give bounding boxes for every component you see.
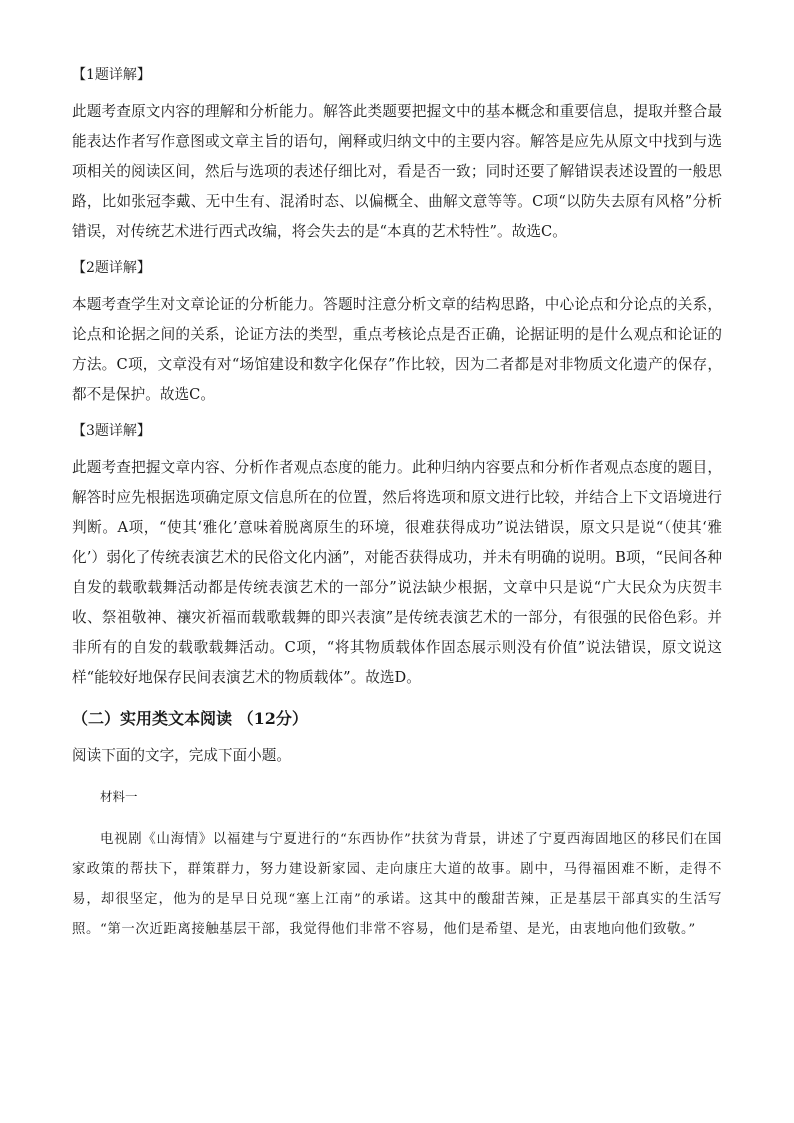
q2-explanation: 本题考查学生对文章论证的分析能力。答题时注意分析文章的结构思路，中心论点和分论点的关系，论点和论据之间的关系，论证方法的类型，重点考核论点是否正确，论据证明的是什么观点和论证的方法。C项，文章没有对“场馆建设和数字化保存”作比较，因为二者都是对非物质文化遗产的保存，都不是保护。故选C。 — [72, 296, 722, 403]
q1-heading: 【1题详解】 — [72, 67, 151, 83]
q3-heading: 【3题详解】 — [72, 423, 151, 439]
reading-instruction: 阅读下面的文字，完成下面小题。 — [72, 747, 291, 764]
q3-explanation: 此题考查把握文章内容、分析作者观点态度的能力。此种归纳内容要点和分析作者观点态度的题目，解答时应先根据选项确定原文信息所在的位置，然后将选项和原文进行比较，并结合上下文语境进行判断。A项，“使其‘雅化’意味着脱离原生的环境，很难获得成功”说法错误，原文只是说“（使其‘雅化’）弱化了传统表演艺术的民俗文化内涵”，对能否获得成功，并未有明确的说明。B项，“民间各种自发的载歌载舞活动都是传统表演艺术的一部分”说法缺少根据，文章中只是说“广大民众为庆贺丰收、祭祖敬神、禳灾祈福而载歌载舞的即兴表演”是传统表演艺术的一部分，有很强的民俗色彩。并非所有的自发的载歌载舞活动。C项，“将其物质载体作固态展示则没有价值”说法错误，原文说这样“能较好地保存民间表演艺术的物质载体”。故选D。 — [72, 459, 722, 686]
q2-heading: 【2题详解】 — [72, 260, 151, 276]
material-paragraph: 电视剧《山海情》以福建与宁夏进行的“东西协作”扶贫为背景，讲述了宁夏西海固地区的移民们在国家政策的帮扶下，群策群力，努力建设新家园、走向康庄大道的故事。剧中，马得福困难不断，走得不易，却很坚定，他为的是早日兑现“塞上江南”的承诺。这其中的酸甜苦辣，正是基层干部真实的生活写照。“第一次近距离接触基层干部，我觉得他们非常不容易，他们是希望、是光，由衷地向他们致敬。” — [72, 832, 722, 937]
section-title: （二）实用类文本阅读 （12分） — [72, 709, 308, 728]
material-label: 材料一 — [100, 789, 138, 804]
q1-explanation: 此题考查原文内容的理解和分析能力。解答此类题要把握文中的基本概念和重要信息，提取并整合最能表达作者写作意图或文章主旨的语句，阐释或归纳文中的主要内容。解答是应先从原文中找到与选项相关的阅读区间，然后与选项的表述仔细比对，看是否一致；同时还要了解错误表述设置的一般思路，比如张冠李戴、无中生有、混淆时态、以偏概全、曲解文意等等。C项“以防失去原有风格”分析错误，对传统艺术进行西式改编，将会失去的是“本真的艺术特性”。故选C。 — [72, 103, 722, 240]
